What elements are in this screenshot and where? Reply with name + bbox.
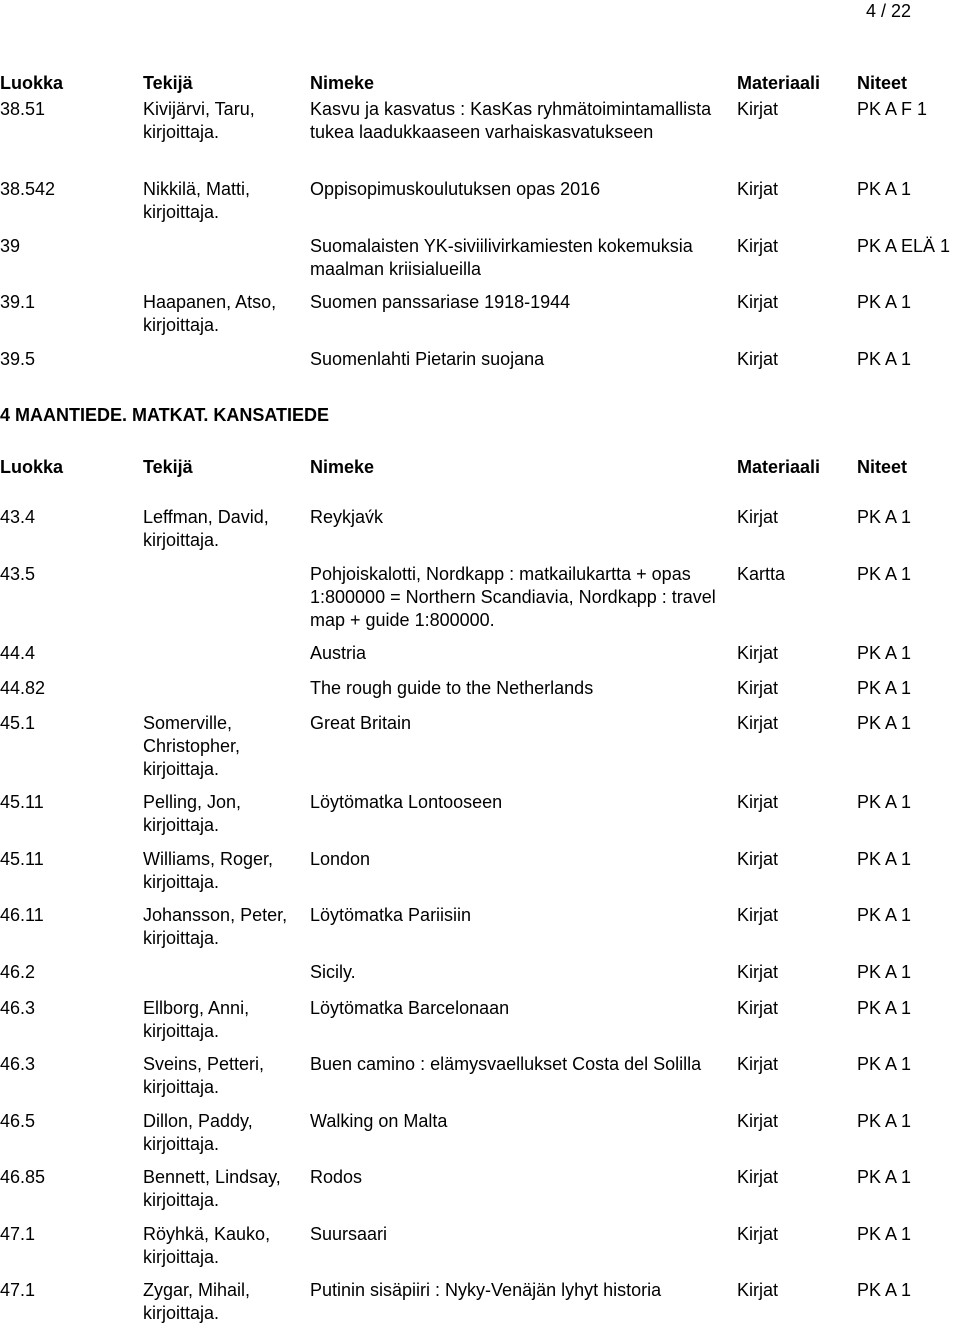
- section-title: 4 MAANTIEDE. MATKAT. KANSATIEDE: [0, 405, 330, 425]
- cell-tekija: Röyhkä, Kauko, kirjoittaja.: [143, 1224, 271, 1267]
- page-number: 4 / 22: [866, 1, 912, 21]
- cell-nimeke: Oppisopimuskoulutuksen opas 2016: [310, 179, 601, 199]
- cell-nimeke: London: [310, 849, 371, 869]
- cell-tekija: Sveins, Petteri, kirjoittaja.: [143, 1054, 265, 1097]
- cell-luokka: 45.11: [0, 792, 44, 812]
- cell-niteet: PK A 1: [857, 1224, 912, 1244]
- cell-niteet: PK A 1: [857, 349, 912, 369]
- cell-luokka: 43.4: [0, 507, 36, 527]
- cell-tekija: Dillon, Paddy, kirjoittaja.: [143, 1111, 253, 1154]
- cell-nimeke: The rough guide to the Netherlands: [310, 678, 594, 698]
- header-tekija: Tekijä: [143, 457, 193, 477]
- cell-tekija: Williams, Roger, kirjoittaja.: [143, 849, 274, 892]
- cell-tekija: Kivijärvi, Taru, kirjoittaja.: [143, 99, 255, 142]
- cell-nimeke: Walking on Malta: [310, 1111, 448, 1131]
- cell-niteet: PK A 1: [857, 292, 912, 312]
- cell-luokka: 39.1: [0, 292, 36, 312]
- cell-luokka: 44.82: [0, 678, 46, 698]
- cell-materiaali: Kirjat: [737, 507, 779, 527]
- cell-niteet: PK A 1: [857, 678, 912, 698]
- cell-niteet: PK A 1: [857, 179, 912, 199]
- cell-materiaali: Kirjat: [737, 849, 779, 869]
- cell-materiaali: Kirjat: [737, 292, 779, 312]
- cell-materiaali: Kirjat: [737, 998, 779, 1018]
- cell-niteet: PK A 1: [857, 1054, 912, 1074]
- cell-tekija: Pelling, Jon, kirjoittaja.: [143, 792, 242, 835]
- cell-nimeke: Great Britain: [310, 713, 412, 733]
- cell-materiaali: Kirjat: [737, 1224, 779, 1244]
- cell-luokka: 47.1: [0, 1280, 36, 1300]
- cell-luokka: 46.3: [0, 998, 36, 1018]
- cell-materiaali: Kirjat: [737, 962, 779, 982]
- cell-niteet: PK A 1: [857, 1280, 912, 1300]
- cell-materiaali: Kirjat: [737, 792, 779, 812]
- cell-niteet: PK A ELÄ 1: [857, 236, 951, 256]
- cell-niteet: PK A 1: [857, 507, 912, 527]
- cell-luokka: 45.11: [0, 849, 44, 869]
- cell-niteet: PK A 1: [857, 792, 912, 812]
- cell-materiaali: Kirjat: [737, 1054, 779, 1074]
- cell-nimeke: Suomenlahti Pietarin suojana: [310, 349, 545, 369]
- cell-nimeke: Kasvu ja kasvatus : KasKas ryhmätoimintamallista tukea laadukkaaseen varhaiskasvatukseen: [310, 99, 712, 142]
- cell-nimeke: Buen camino : elämysvaellukset Costa del Solilla: [310, 1054, 702, 1074]
- header-luokka: Luokka: [0, 73, 64, 93]
- cell-nimeke: Löytömatka Barcelonaan: [310, 998, 510, 1018]
- header-materiaali: Materiaali: [737, 73, 821, 93]
- cell-luokka: 38.51: [0, 99, 46, 119]
- cell-materiaali: Kirjat: [737, 1111, 779, 1131]
- cell-materiaali: Kartta: [737, 564, 786, 584]
- cell-niteet: PK A 1: [857, 643, 912, 663]
- cell-niteet: PK A 1: [857, 1167, 912, 1187]
- cell-nimeke: Sicily.: [310, 962, 356, 982]
- cell-tekija: Somerville, Christopher, kirjoittaja.: [143, 713, 241, 779]
- cell-tekija: Nikkilä, Matti, kirjoittaja.: [143, 179, 251, 222]
- cell-materiaali: Kirjat: [737, 905, 779, 925]
- cell-luokka: 44.4: [0, 643, 36, 663]
- cell-luokka: 46.2: [0, 962, 36, 982]
- cell-nimeke: Suomalaisten YK-siviilivirkamiesten kokemuksia maalman kriisialueilla: [310, 236, 693, 279]
- cell-tekija: Leffman, David, kirjoittaja.: [143, 507, 269, 550]
- header-materiaali: Materiaali: [737, 457, 821, 477]
- cell-materiaali: Kirjat: [737, 179, 779, 199]
- header-niteet: Niteet: [857, 73, 908, 93]
- cell-tekija: Bennett, Lindsay, kirjoittaja.: [143, 1167, 281, 1210]
- cell-luokka: 46.3: [0, 1054, 36, 1074]
- cell-luokka: 39: [0, 236, 21, 256]
- cell-materiaali: Kirjat: [737, 713, 779, 733]
- cell-nimeke: Rodos: [310, 1167, 363, 1187]
- cell-niteet: PK A 1: [857, 998, 912, 1018]
- cell-nimeke: Suomen panssariase 1918-1944: [310, 292, 571, 312]
- header-nimeke: Nimeke: [310, 73, 375, 93]
- cell-luokka: 46.11: [0, 905, 44, 925]
- cell-tekija: Haapanen, Atso, kirjoittaja.: [143, 292, 277, 335]
- cell-materiaali: Kirjat: [737, 1280, 779, 1300]
- cell-luokka: 39.5: [0, 349, 36, 369]
- header-nimeke: Nimeke: [310, 457, 375, 477]
- cell-tekija: Johansson, Peter, kirjoittaja.: [143, 905, 288, 948]
- cell-tekija: Ellborg, Anni, kirjoittaja.: [143, 998, 250, 1041]
- cell-nimeke: Austria: [310, 643, 367, 663]
- cell-niteet: PK A 1: [857, 1111, 912, 1131]
- cell-nimeke: Löytömatka Pariisiin: [310, 905, 472, 925]
- cell-nimeke: Pohjoiskalotti, Nordkapp : matkailukartta + opas 1:800000 = Northern Scandiavia, Nordkapp : travel map + guide 1:800000.: [310, 564, 716, 630]
- cell-luokka: 43.5: [0, 564, 36, 584]
- cell-nimeke: Suursaari: [310, 1224, 388, 1244]
- cell-materiaali: Kirjat: [737, 643, 779, 663]
- cell-luokka: 46.5: [0, 1111, 36, 1131]
- cell-luokka: 38.542: [0, 179, 56, 199]
- cell-niteet: PK A 1: [857, 962, 912, 982]
- header-tekija: Tekijä: [143, 73, 193, 93]
- cell-luokka: 45.1: [0, 713, 36, 733]
- cell-luokka: 46.85: [0, 1167, 46, 1187]
- header-luokka: Luokka: [0, 457, 64, 477]
- cell-materiaali: Kirjat: [737, 99, 779, 119]
- cell-nimeke: Putinin sisäpiiri : Nyky-Venäjän lyhyt historia: [310, 1280, 662, 1300]
- cell-tekija: Zygar, Mihail, kirjoittaja.: [143, 1280, 251, 1323]
- cell-materiaali: Kirjat: [737, 236, 779, 256]
- cell-niteet: PK A 1: [857, 905, 912, 925]
- cell-materiaali: Kirjat: [737, 678, 779, 698]
- cell-niteet: PK A 1: [857, 564, 912, 584]
- cell-niteet: PK A 1: [857, 849, 912, 869]
- header-niteet: Niteet: [857, 457, 908, 477]
- cell-nimeke: Löytömatka Lontooseen: [310, 792, 503, 812]
- cell-niteet: PK A F 1: [857, 99, 928, 119]
- cell-luokka: 47.1: [0, 1224, 36, 1244]
- cell-niteet: PK A 1: [857, 713, 912, 733]
- cell-materiaali: Kirjat: [737, 349, 779, 369]
- cell-materiaali: Kirjat: [737, 1167, 779, 1187]
- cell-nimeke: Reykjav́k: [310, 507, 384, 527]
